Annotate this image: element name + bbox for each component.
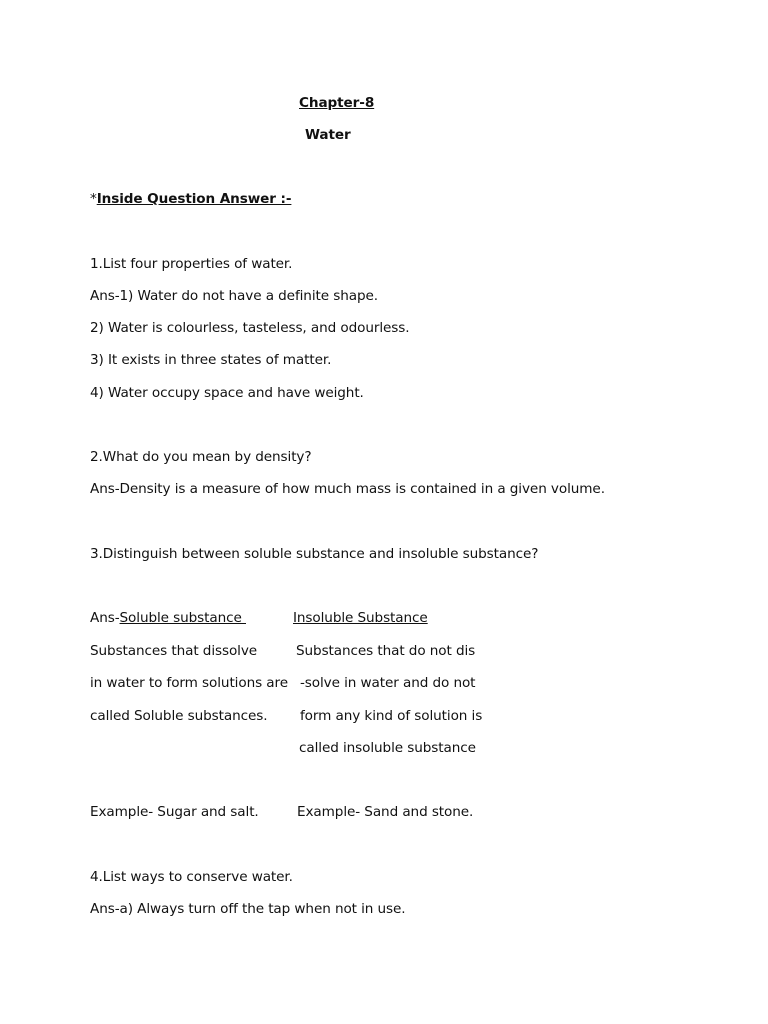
q2-answer: Ans-Density is a measure of how much mass is contained in a given volume. <box>90 481 605 497</box>
q1-answer-4: 4) Water occupy space and have weight. <box>90 385 364 401</box>
q3-col1-example: Example- Sugar and salt. <box>90 804 259 820</box>
q1-answer-1: Ans-1) Water do not have a definite shape. <box>90 288 378 304</box>
q3-col1-heading-row <box>90 609 246 627</box>
q3-question: 3.Distinguish between soluble substance and insoluble substance? <box>90 546 539 562</box>
q3-ans-prefix: Ans- <box>90 610 120 626</box>
q3-col2-example: Example- Sand and stone. <box>297 804 474 820</box>
q1-question: 1.List four properties of water. <box>90 256 293 272</box>
q1-answer-2: 2) Water is colourless, tasteless, and odourless. <box>90 320 410 336</box>
q3-col2-line-3: form any kind of solution is <box>300 708 483 724</box>
q3-col1-line-3: called Soluble substances. <box>90 708 268 724</box>
q1-answer-3: 3) It exists in three states of matter. <box>90 352 332 368</box>
q3-col1-line-2: in water to form solutions are <box>90 675 288 691</box>
q3-col2-line-4: called insoluble substance <box>299 740 476 756</box>
q4-answer: Ans-a) Always turn off the tap when not in use. <box>90 901 406 917</box>
q3-col1-heading: Soluble substance <box>119 610 246 626</box>
chapter-heading: Chapter-8 <box>299 95 375 111</box>
q3-col2-line-1: Substances that do not dis <box>296 643 476 659</box>
subject-title: Water <box>305 127 351 143</box>
section-title: Inside Question Answer :- <box>96 191 292 207</box>
section-prefix: * <box>90 191 97 207</box>
q4-question: 4.List ways to conserve water. <box>90 869 293 885</box>
q3-col2-line-2: -solve in water and do not <box>300 675 476 691</box>
q3-col1-line-1: Substances that dissolve <box>90 643 258 659</box>
q3-col2-heading: Insoluble Substance <box>293 610 428 626</box>
q2-question: 2.What do you mean by density? <box>90 449 312 465</box>
section-heading <box>90 190 291 208</box>
